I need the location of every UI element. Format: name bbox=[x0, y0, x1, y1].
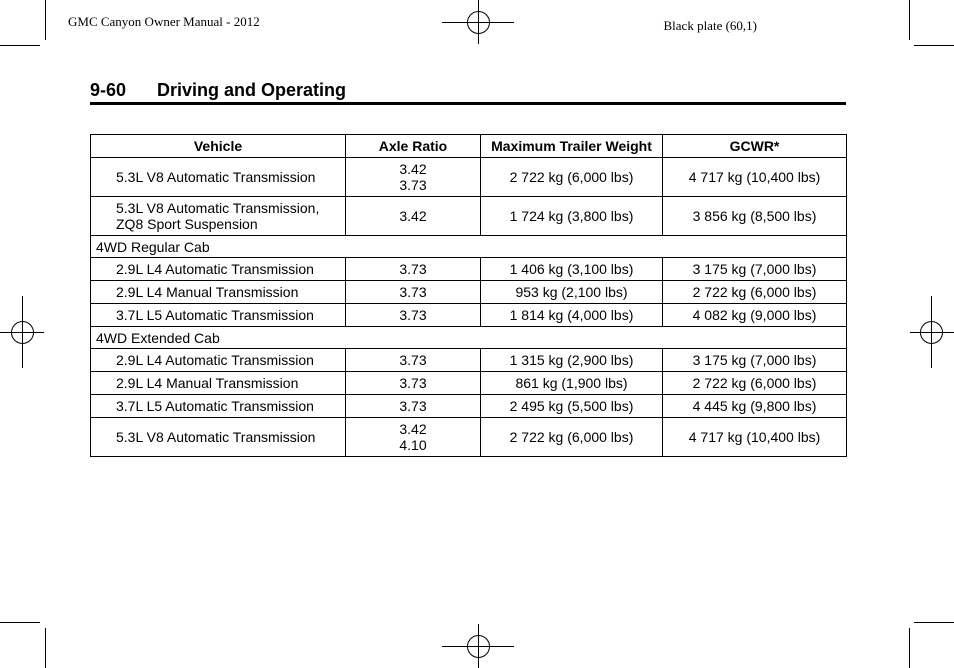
table-row bbox=[91, 258, 847, 281]
table-row bbox=[91, 158, 847, 197]
table-row bbox=[91, 395, 847, 418]
crop-mark bbox=[914, 622, 954, 623]
crop-mark bbox=[909, 628, 910, 668]
axle-ratio-cell: 3.73 bbox=[346, 349, 481, 372]
vehicle-cell: 2.9L L4 Manual Transmission bbox=[91, 281, 346, 304]
column-header-max-trailer-weight: Maximum Trailer Weight bbox=[481, 135, 663, 158]
gcwr-cell: 2 722 kg (6,000 lbs) bbox=[663, 281, 847, 304]
crop-mark bbox=[909, 0, 910, 40]
crop-mark bbox=[0, 45, 40, 46]
table-group-row bbox=[91, 327, 847, 349]
gcwr-cell: 3 175 kg (7,000 lbs) bbox=[663, 258, 847, 281]
trailer-weight-table bbox=[90, 134, 847, 457]
vehicle-cell: 3.7L L5 Automatic Transmission bbox=[91, 395, 346, 418]
column-header-vehicle: Vehicle bbox=[91, 135, 346, 158]
trailer-weight-cell: 1 315 kg (2,900 lbs) bbox=[481, 349, 663, 372]
crop-mark bbox=[914, 45, 954, 46]
gcwr-cell: 4 717 kg (10,400 lbs) bbox=[663, 418, 847, 457]
table-row bbox=[91, 349, 847, 372]
plate-label: Black plate (60,1) bbox=[663, 18, 757, 33]
axle-ratio-cell: 3.73 bbox=[346, 304, 481, 327]
gcwr-cell: 4 082 kg (9,000 lbs) bbox=[663, 304, 847, 327]
vehicle-cell: 2.9L L4 Manual Transmission bbox=[91, 372, 346, 395]
table-row bbox=[91, 372, 847, 395]
axle-ratio-cell: 3.73 bbox=[346, 258, 481, 281]
axle-ratio-cell: 3.42 4.10 bbox=[346, 418, 481, 457]
group-label: 4WD Regular Cab bbox=[91, 236, 847, 258]
trailer-weight-cell: 2 495 kg (5,500 lbs) bbox=[481, 395, 663, 418]
table-row bbox=[91, 304, 847, 327]
trailer-weight-cell: 1 406 kg (3,100 lbs) bbox=[481, 258, 663, 281]
vehicle-cell: 5.3L V8 Automatic Transmission bbox=[91, 158, 346, 197]
axle-ratio-cell: 3.42 3.73 bbox=[346, 158, 481, 197]
trailer-weight-cell: 953 kg (2,100 lbs) bbox=[481, 281, 663, 304]
vehicle-cell: 2.9L L4 Automatic Transmission bbox=[91, 349, 346, 372]
vehicle-cell: 3.7L L5 Automatic Transmission bbox=[91, 304, 346, 327]
gcwr-cell: 3 175 kg (7,000 lbs) bbox=[663, 349, 847, 372]
gcwr-cell: 4 717 kg (10,400 lbs) bbox=[663, 158, 847, 197]
gcwr-cell: 4 445 kg (9,800 lbs) bbox=[663, 395, 847, 418]
trailer-weight-cell: 861 kg (1,900 lbs) bbox=[481, 372, 663, 395]
manual-title: GMC Canyon Owner Manual - 2012 bbox=[68, 14, 260, 29]
column-header-axle-ratio: Axle Ratio bbox=[346, 135, 481, 158]
crop-mark bbox=[45, 628, 46, 668]
table-row bbox=[91, 197, 847, 236]
trailer-weight-cell: 1 814 kg (4,000 lbs) bbox=[481, 304, 663, 327]
section-number: 9-60 bbox=[90, 80, 127, 100]
trailer-weight-cell: 2 722 kg (6,000 lbs) bbox=[481, 418, 663, 457]
axle-ratio-cell: 3.73 bbox=[346, 395, 481, 418]
section-title: Driving and Operating bbox=[157, 80, 347, 100]
group-label: 4WD Extended Cab bbox=[91, 327, 847, 349]
heading-rule bbox=[90, 102, 846, 105]
crop-mark bbox=[45, 0, 46, 40]
vehicle-cell: 5.3L V8 Automatic Transmission bbox=[91, 418, 346, 457]
axle-ratio-cell: 3.73 bbox=[346, 281, 481, 304]
gcwr-cell: 2 722 kg (6,000 lbs) bbox=[663, 372, 847, 395]
axle-ratio-cell: 3.42 bbox=[346, 197, 481, 236]
section-heading bbox=[90, 80, 346, 101]
axle-ratio-cell: 3.73 bbox=[346, 372, 481, 395]
vehicle-cell: 2.9L L4 Automatic Transmission bbox=[91, 258, 346, 281]
table-row bbox=[91, 418, 847, 457]
table-row bbox=[91, 281, 847, 304]
column-header-gcwr: GCWR* bbox=[663, 135, 847, 158]
trailer-weight-cell: 1 724 kg (3,800 lbs) bbox=[481, 197, 663, 236]
crop-mark bbox=[0, 622, 40, 623]
table-header-row bbox=[91, 135, 847, 158]
gcwr-cell: 3 856 kg (8,500 lbs) bbox=[663, 197, 847, 236]
vehicle-cell: 5.3L V8 Automatic Transmission, ZQ8 Sport Suspension bbox=[91, 197, 346, 236]
table-group-row bbox=[91, 236, 847, 258]
trailer-weight-cell: 2 722 kg (6,000 lbs) bbox=[481, 158, 663, 197]
